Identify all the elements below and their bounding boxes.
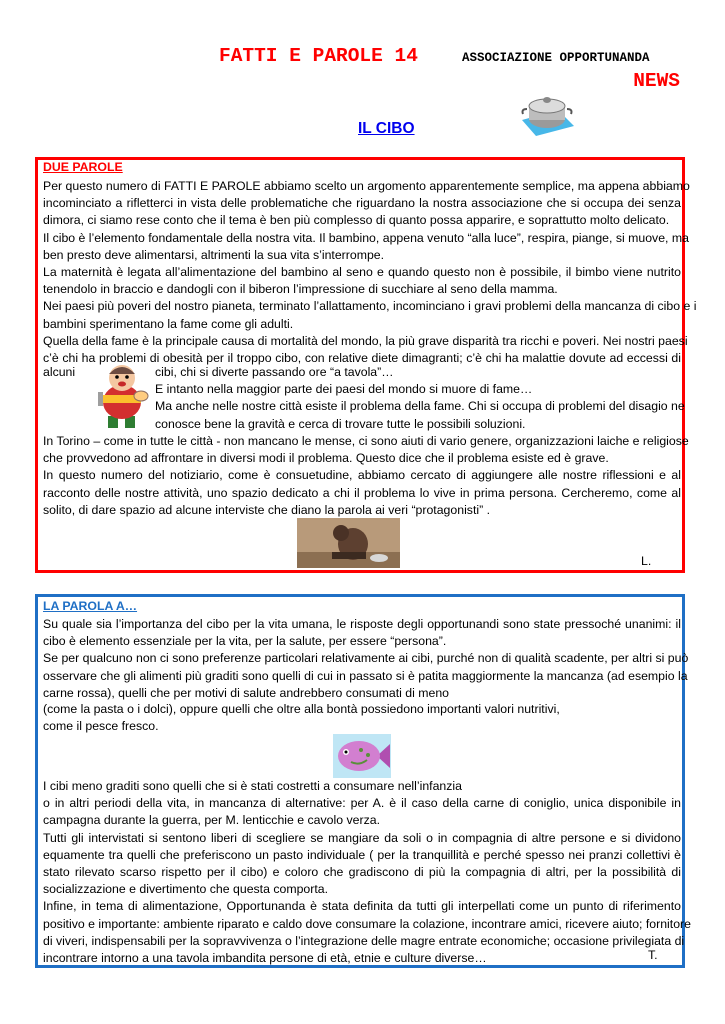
due-parole-intro-text: [43, 178, 697, 367]
text-line: racconto delle nostre attività, uno spazio dedicato a chi il problema lo vive in prima persona. Cercheremo, come al: [43, 485, 681, 500]
text-line: positivo e importante: ambiente riparato e caldo dove consumare la colazione, incontrare amici, ricevere aiuto; fornitore: [43, 916, 691, 931]
text-line: campagna durante la guerra, per M. lenticchie e cavolo verza.: [43, 813, 380, 828]
fish-icon: [333, 734, 391, 778]
page-title: IL CIBO: [358, 120, 415, 137]
text-line: dimora, ci siamo rese conto che il tema è ben più complesso di quanto possa apparire, e soprattutto molto delicato.: [43, 213, 670, 228]
text-line: Ma anche nelle nostre città esiste il problema della fame. Chi si occupa di problemi del disagio ne: [155, 399, 685, 414]
text-line: Se per qualcuno non ci sono preferenze particolari relativamente ai cibi, purché non di qualità scadente, per altri si può: [43, 651, 689, 666]
signature-t: T.: [648, 948, 658, 962]
text-line: (come la pasta o i dolci), oppure quelli che oltre alla bontà possiedono importanti valori nutritivi,: [43, 702, 560, 716]
organization-name: ASSOCIAZIONE OPPORTUNANDA: [462, 51, 650, 65]
text-line: osservare che gli alimenti più graditi sono quelli di cui in passato si è patita maggiormente la mancanza (ad esempio la: [43, 668, 688, 683]
la-parola-closing-text: [43, 778, 691, 967]
text-line: La maternità è legata all’alimentazione del bambino al seno e quando questo non è possibile, il bimbo viene nutrito: [43, 265, 681, 280]
text-line: stato rilevato scarso rispetto per il cibo) e coloro che gradiscono di più la compagnia di altri, per la possibilità di: [43, 865, 681, 880]
cooking-pot-icon: [518, 90, 576, 136]
text-line: alcuni: [43, 365, 76, 379]
cartoon-kid-eating-icon: [92, 362, 152, 430]
text-line: bambini sperimentano la fame come gli adulti.: [43, 316, 294, 331]
text-line: socializzazione e divertimento che questa comporta.: [43, 882, 329, 897]
text-line: conosce bene la gravità e cerca di trovare tutte le possibili soluzioni.: [155, 416, 526, 431]
text-line: o in altri periodi della vita, in mancanza di alternative: per A. è il caso della carne di coniglio, unica disponibile in: [43, 796, 681, 811]
text-line: come il pesce fresco.: [43, 719, 159, 734]
text-line: solito, di dare spazio ad alcune interviste che diano la parola ai veri “protagonisti” .: [43, 502, 491, 517]
news-label: NEWS: [633, 70, 680, 92]
text-line: In Torino – come in tutte le città - non mancano le mense, ci sono aiuti di vario genere, organizzazioni laiche e religiose: [43, 434, 689, 448]
hungry-child-photo: [297, 518, 400, 568]
text-line: ben presto deve alimentarsi, altrimenti la sua vita s’interrompe.: [43, 247, 385, 262]
text-line: Quella della fame è la principale causa di mortalità del mondo, la più grave disparità tra ricchi e poveri. Nei nostri paesi: [43, 333, 688, 348]
text-line: tenendolo in braccio e dandogli con il biberon l’impressione di succhiare al seno della mamma.: [43, 282, 558, 297]
text-line: c’è chi ha problemi di obesità per il troppo cibo, con relative diete dimagranti; c’è chi ha malattie dovute ad eccessi di: [43, 351, 681, 366]
text-line: Su quale sia l’importanza del cibo per la vita umana, le risposte degli opportunandi sono state pressoché unanimi: il: [43, 617, 681, 631]
text-line: In questo numero del notiziario, come è consuetudine, abbiamo cercato di aggiungere alle nostre riflessioni e al: [43, 468, 681, 483]
due-parole-closing-text: [43, 433, 689, 519]
text-line: Infine, in tema di alimentazione, Opportunanda è stata definita da tutti gli interpellati come un punto di riferimento: [43, 899, 681, 914]
text-line: equamente tra quelli che preferiscono un pasto individuale ( per la tranquillità e perché spesso nei pranzi collettivi è: [43, 847, 681, 862]
la-parola-fish-text: [43, 701, 643, 735]
text-line: incontrare intorno a una tavola imbandita persone di età, etnie e culture diverse…: [43, 951, 487, 966]
text-line: carne rossa), quelli che per motivi di salute andrebbero consumati di meno: [43, 685, 450, 700]
text-line: I cibi meno graditi sono quelli che si è stati costretti a consumare nell’infanzia: [43, 779, 462, 793]
signature-l: L.: [641, 554, 652, 568]
text-line: Il cibo è l’elemento fondamentale della nostra vita. Il bambino, appena venuto “alla luce”, respira, piange, si muove, ma: [43, 230, 689, 245]
text-line: Per questo numero di FATTI E PAROLE abbiamo scelto un argomento apparentemente semplice, ma appena abbiamo: [43, 179, 690, 193]
kid-wrap-text: [155, 364, 685, 433]
newsletter-title: FATTI E PAROLE 14: [219, 45, 418, 67]
text-line: cibi, chi si diverte passando ore “a tavola”…: [155, 365, 394, 379]
section-heading-la-parola: LA PAROLA A…: [43, 599, 138, 613]
text-line: E intanto nella maggior parte dei paesi del mondo si muore di fame…: [155, 382, 533, 397]
section-heading-due-parole: DUE PAROLE: [43, 160, 123, 174]
text-line: di viveri, indispensabili per la sopravvivenza o l’integrazione delle magre entrate economiche; occasione privilegiata di: [43, 933, 685, 948]
text-line: cibo è elemento essenziale per la vita, per la salute, per essere “persona”.: [43, 634, 447, 649]
la-parola-intro-text: [43, 616, 689, 702]
text-line: Tutti gli intervistati si sentono liberi di scegliere se mangiare da soli o in compagnia di altre persone e si dividono: [43, 830, 681, 845]
text-line: incominciato a rifletterci in vista delle problematiche che riguardano la nostra associazione che si occupa dei senza: [43, 196, 681, 211]
text-line: che provvedono ad affrontare in diversi modi il problema. Questo dice che il problema esiste ed è grave.: [43, 451, 609, 466]
text-line: Nei paesi più poveri del nostro pianeta, terminato l’allattamento, incominciano i gravi problemi della mancanza di cibo e i: [43, 299, 697, 314]
